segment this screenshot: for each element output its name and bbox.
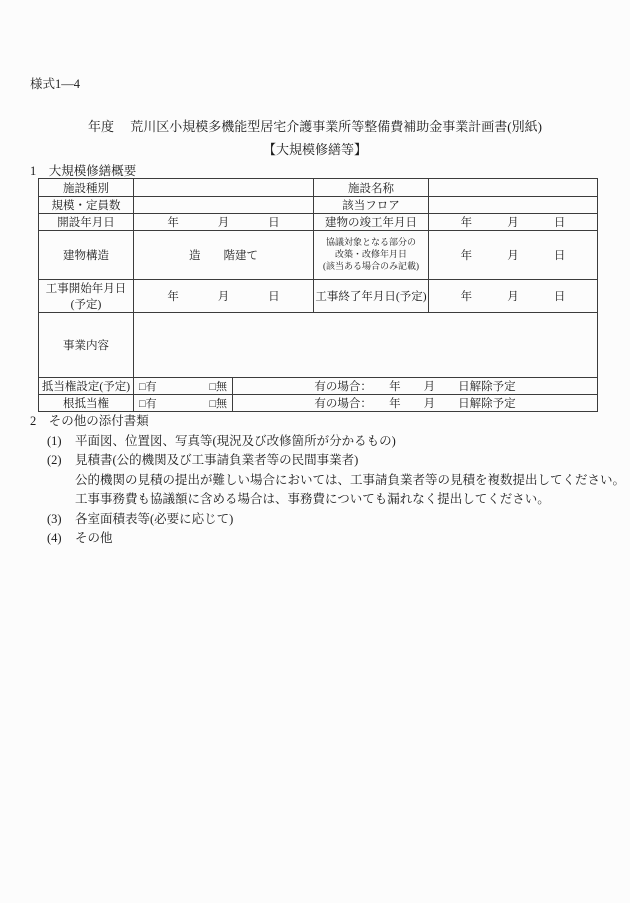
checkbox-no: □無 (209, 398, 227, 410)
day-label: 日 (553, 217, 566, 229)
list-item-number: (4) (47, 531, 62, 546)
attachments-section (30, 411, 626, 548)
list-item (30, 432, 610, 451)
building-completion-label: 建物の竣工年月日 (314, 214, 429, 231)
list-item-text: 工事事務費も協議額に含める場合は、事務費についても漏れなく提出してください。 (75, 492, 550, 507)
table-row (39, 395, 598, 412)
construction-start-label: 工事開始年月日(予定) (39, 280, 134, 313)
list-item-text: 各室面積表等(必要に応じて) (75, 511, 234, 526)
list-item-text: 見積書(公的機関及び工事請負業者等の民間事業者) (75, 453, 359, 468)
repair-overview-table (38, 178, 598, 412)
list-item (30, 490, 610, 509)
construction-end-label: 工事終了年月日(予定) (314, 280, 429, 313)
table-row (39, 179, 598, 197)
revolving-mortgage-checkbox-cell (134, 395, 233, 412)
target-floor-label: 該当フロア (314, 197, 429, 214)
facility-name-value-cell (429, 179, 598, 197)
year-label: 年 (460, 217, 473, 229)
year-label: 年 (167, 291, 179, 303)
revolving-mortgage-label: 根抵当権 (39, 395, 134, 412)
consultation-label-line1: 協議対象となる部分の (325, 237, 416, 248)
year-label: 年 (167, 217, 179, 229)
list-item-number (47, 490, 75, 509)
mortgage-release-date-cell: 有の場合： 年 月 日解除予定 (233, 378, 598, 395)
document-subtitle: 【大規模修繕等】 (262, 142, 367, 157)
facility-type-label: 施設種別 (39, 179, 134, 197)
building-completion-value-cell (429, 214, 598, 231)
list-item-text: その他 (75, 531, 113, 546)
table-row (39, 197, 598, 214)
list-item-number: (2) (47, 453, 62, 468)
opening-date-value-cell (134, 214, 314, 231)
facility-type-value-cell (134, 179, 314, 197)
list-item-number (47, 471, 75, 490)
table-row (39, 280, 598, 313)
list-item-text: 平面図、位置図、写真等(現況及び改修箇所が分かるもの) (75, 434, 396, 448)
table-row (39, 231, 598, 280)
construction-end-value-cell (429, 280, 598, 313)
building-structure-value-cell: 造 階建て (134, 231, 314, 280)
list-item-text: 公的機関の見積の提出が難しい場合においては、工事請負業者等の見積を複数提出してください。 (75, 472, 626, 487)
construction-start-value-cell (134, 280, 314, 313)
business-content-label: 事業内容 (39, 313, 134, 378)
mortgage-checkbox-cell (134, 378, 233, 395)
section1-heading: 1 大規模修繕概要 (30, 164, 137, 178)
day-label: 日 (553, 291, 566, 303)
day-label: 日 (268, 291, 280, 303)
day-label: 日 (268, 217, 280, 229)
year-label: 年 (460, 291, 473, 303)
building-structure-label: 建物構造 (39, 231, 134, 280)
list-item (30, 529, 610, 548)
year-month-day-template (429, 247, 597, 263)
target-floor-value-cell (429, 197, 598, 214)
table-row (39, 214, 598, 231)
year-label: 年 (460, 250, 473, 262)
list-item (30, 451, 610, 470)
month-label: 月 (217, 291, 230, 303)
checkbox-no: □無 (209, 381, 227, 393)
month-label: 月 (507, 291, 519, 303)
revolving-mortgage-release-date-cell: 有の場合： 年 月 日解除予定 (233, 395, 598, 412)
scale-capacity-label: 規模・定員数 (39, 197, 134, 214)
year-month-day-template (134, 214, 313, 230)
checkbox-yes: □有 (139, 398, 157, 410)
consultation-label-line3: (該当ある場合のみ記載) (323, 260, 419, 271)
year-month-day-template (429, 214, 597, 230)
checkbox-yes: □有 (139, 381, 157, 393)
consultation-label-line2: 改築・改修年月日 (334, 249, 407, 260)
list-item (30, 510, 610, 529)
month-label: 月 (217, 217, 230, 229)
document-title: 年度 荒川区小規模多機能型居宅介護事業所等整備費補助金事業計画書(別紙) (88, 119, 542, 134)
list-item (30, 471, 626, 490)
month-label: 月 (507, 217, 519, 229)
table-row (39, 378, 598, 395)
year-month-day-template (429, 288, 597, 304)
month-label: 月 (507, 250, 519, 262)
business-content-value-cell (134, 313, 598, 378)
consultation-date-value-cell (429, 231, 598, 280)
opening-date-label: 開設年月日 (39, 214, 134, 231)
list-item-number: (1) (47, 434, 62, 448)
scale-capacity-value-cell (134, 197, 314, 214)
consultation-date-label (314, 231, 429, 280)
table-row (39, 313, 598, 378)
facility-name-label: 施設名称 (314, 179, 429, 197)
list-item-number: (3) (47, 511, 62, 526)
year-month-day-template (134, 288, 313, 304)
section2-heading: 2 その他の添付書類 (30, 414, 149, 428)
form-code: 様式1—4 (30, 77, 81, 91)
day-label: 日 (553, 250, 566, 262)
mortgage-label: 抵当権設定(予定) (39, 378, 134, 395)
